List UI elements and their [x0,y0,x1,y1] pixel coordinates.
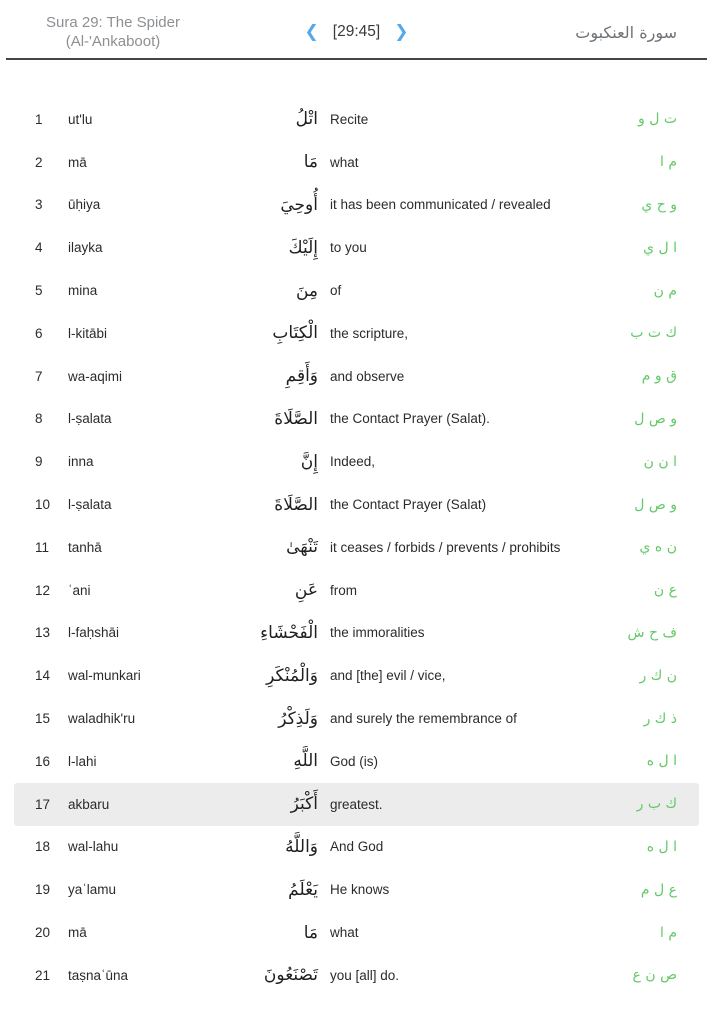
sura-title-line2: (Al-'Ankaboot) [65,33,161,50]
word-row[interactable] [14,954,699,997]
transliteration: ilayka [68,240,103,256]
english-translation: and surely the remembrance of [330,711,517,727]
word-row[interactable] [14,868,699,911]
root-letters: ق و م [641,368,677,385]
row-number: 14 [35,668,51,684]
word-by-word-table [0,98,713,997]
root-letters: و ص ل [634,496,677,513]
arabic-word: مِنَ [295,280,318,301]
word-row[interactable] [14,269,699,312]
word-row[interactable] [14,355,699,398]
english-translation: the immoralities [330,625,425,641]
transliteration: wa-aqimi [68,368,123,384]
english-translation: the Contact Prayer (Salat). [330,411,490,427]
verse-navigation [226,22,487,43]
transliteration: ʿani [68,582,91,598]
row-number: 17 [35,796,51,812]
root-letters: م ا [659,154,677,171]
root-letters: ك ب ر [636,796,677,813]
sura-title [0,13,226,51]
word-row[interactable] [14,526,699,569]
transliteration: l-faḥshāi [68,625,120,641]
root-letters: ذ ك ر [643,710,677,727]
row-number: 5 [35,283,43,299]
row-number: 1 [35,111,43,127]
row-number: 21 [35,967,51,983]
word-row[interactable] [14,654,699,697]
root-letters: م ن [653,282,677,299]
root-letters: ع ل م [640,881,677,898]
root-letters: م ا [659,924,677,941]
word-row[interactable] [14,569,699,612]
word-row[interactable] [14,783,699,826]
english-translation: what [330,154,359,170]
root-letters: ن ك ر [639,667,677,684]
transliteration: taṣnaʿūna [68,967,129,983]
transliteration: mā [68,154,87,170]
word-row[interactable] [14,226,699,269]
english-translation: it has been communicated / revealed [330,197,551,213]
arabic-word: مَا [303,922,318,943]
chevron-right-icon: ❯ [394,21,409,42]
transliteration: mā [68,925,87,941]
row-number: 15 [35,711,51,727]
transliteration: mina [68,283,98,299]
root-letters: و ح ي [641,196,677,213]
root-letters: ك ت ب [630,325,677,342]
transliteration: waladhik'ru [68,711,136,727]
word-row[interactable] [14,483,699,526]
english-translation: Recite [330,111,369,127]
row-number: 6 [35,325,43,341]
root-letters: ص ن ع [632,967,677,984]
arabic-word: مَا [303,152,318,173]
arabic-word: إِلَيْكَ [288,237,318,258]
english-translation: the Contact Prayer (Salat) [330,497,487,513]
row-number: 18 [35,839,51,855]
word-row[interactable] [14,98,699,141]
row-number: 2 [35,154,43,170]
word-row[interactable] [14,740,699,783]
transliteration: l-ṣalata [68,411,112,427]
english-translation: the scripture, [330,325,409,341]
arabic-word: الْفَحْشَاءِ [260,622,318,643]
root-letters: و ص ل [634,410,677,427]
arabic-word: وَلَذِكْرُ [278,708,318,729]
arabic-word: وَأَقِمِ [285,366,318,387]
arabic-word: وَالْمُنْكَرِ [266,665,318,686]
arabic-word: الْكِتَابِ [272,323,318,344]
arabic-word: تَنْهَىٰ [286,537,318,558]
arabic-word: إِنَّ [300,451,318,472]
arabic-word: تَصْنَعُونَ [263,965,318,986]
root-letters: ف ح ش [627,624,677,641]
root-letters: ع ن [653,582,677,599]
english-translation: what [330,925,359,941]
root-letters: ا ل ه [646,838,677,855]
root-letters: ا ل ه [646,753,677,770]
root-letters: ا ن ن [643,453,677,470]
transliteration: inna [68,454,94,470]
row-number: 12 [35,582,51,598]
word-row[interactable] [14,440,699,483]
header-divider [6,58,707,60]
word-row[interactable] [14,184,699,227]
word-row[interactable] [14,911,699,954]
arabic-word: اتْلُ [295,109,318,130]
arabic-word: اللَّهِ [293,751,318,772]
word-row[interactable] [14,141,699,184]
arabic-word: عَنِ [294,580,318,601]
row-number: 19 [35,882,51,898]
row-number: 7 [35,368,43,384]
row-number: 9 [35,454,43,470]
row-number: 20 [35,925,51,941]
root-letters: ا ل ي [643,239,677,256]
root-letters: ن ه ي [639,539,677,556]
root-letters: ت ل و [637,111,677,128]
english-translation: from [330,582,357,598]
english-translation: to you [330,240,367,256]
sura-title-line1: Sura 29: The Spider [46,14,180,31]
transliteration: ūḥiya [68,197,101,213]
transliteration: yaʿlamu [68,882,117,898]
next-verse-button[interactable] [392,22,410,43]
header [0,0,713,58]
transliteration: l-ṣalata [68,497,112,513]
arabic-word: يَعْلَمُ [288,879,318,900]
arabic-word: الصَّلَاةَ [274,408,318,429]
english-translation: greatest. [330,796,383,812]
row-number: 13 [35,625,51,641]
arabic-word: الصَّلَاةَ [274,494,318,515]
row-number: 11 [35,539,50,555]
transliteration: akbaru [68,796,110,812]
row-number: 4 [35,240,43,256]
word-row[interactable] [14,312,699,355]
english-translation: you [all] do. [330,967,400,983]
arabic-word: أُوحِيَ [280,194,318,215]
row-number: 3 [35,197,43,213]
english-translation: God (is) [330,753,379,769]
transliteration: ut'lu [68,111,93,127]
row-number: 10 [35,497,51,513]
english-translation: and [the] evil / vice, [330,668,446,684]
english-translation: And God [330,839,384,855]
verse-reference: [29:45] [332,23,381,40]
arabic-word: أَكْبَرُ [290,794,318,815]
english-translation: He knows [330,882,390,898]
chevron-left-icon: ❮ [304,21,319,42]
word-row[interactable] [14,826,699,869]
transliteration: wal-lahu [68,839,119,855]
row-number: 16 [35,753,51,769]
arabic-word: وَاللَّهُ [285,836,318,857]
english-translation: and observe [330,368,405,384]
sura-title-arabic: سورة العنكبوت [575,22,677,42]
transliteration: tanhā [68,539,102,555]
transliteration: l-lahi [68,753,97,769]
word-row[interactable] [14,398,699,441]
row-number: 8 [35,411,43,427]
english-translation: of [330,283,342,299]
transliteration: l-kitābi [68,325,108,341]
word-row[interactable] [14,612,699,655]
prev-verse-button[interactable] [303,22,321,43]
english-translation: it ceases / forbids / prevents / prohibits [330,539,561,555]
transliteration: wal-munkari [68,668,141,684]
word-row[interactable] [14,697,699,740]
english-translation: Indeed, [330,454,376,470]
